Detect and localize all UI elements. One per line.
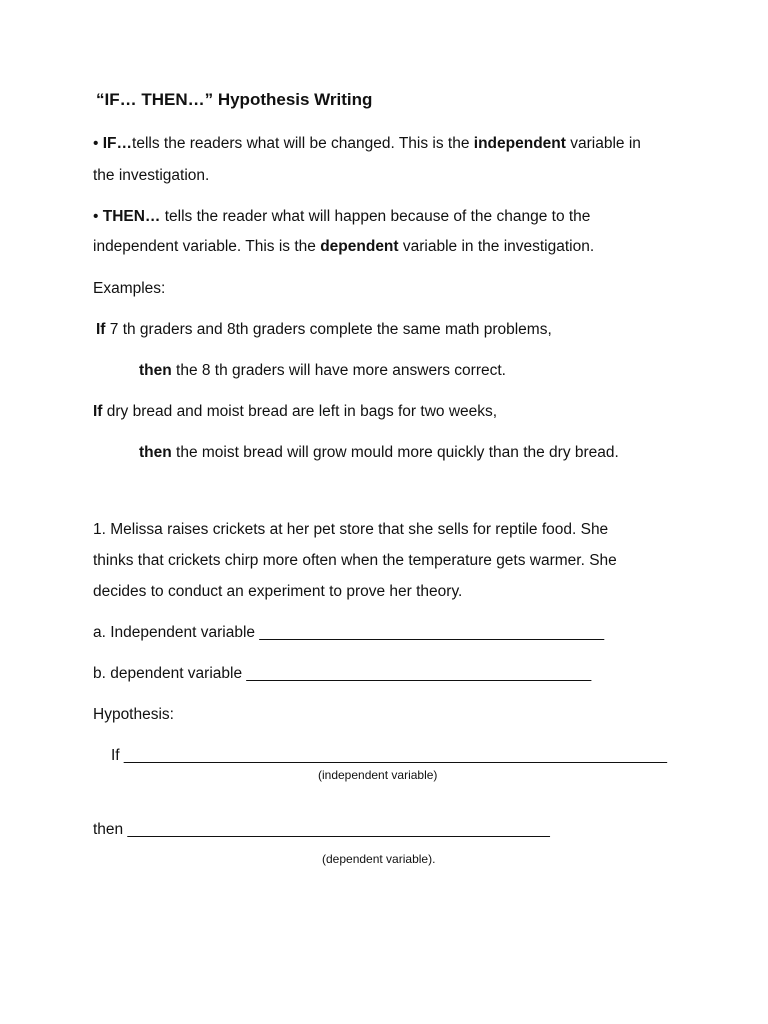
hypothesis-then-blank[interactable]: then _________________________________________________: [93, 821, 550, 838]
bullet: •: [93, 208, 103, 225]
question-line-3: decides to conduct an experiment to prove her theory.: [93, 583, 463, 600]
if-definition-line-2: the investigation.: [93, 167, 210, 184]
example-2-if: If dry bread and moist bread are left in bags for two weeks,: [93, 403, 498, 420]
if-definition-line-1: • IF…tells the readers what will be changed. This is the independent variable in: [93, 135, 641, 152]
examples-label: Examples:: [93, 280, 166, 297]
question-line-1: 1. Melissa raises crickets at her pet store that she sells for reptile food. She: [93, 521, 609, 538]
then-keyword: THEN…: [102, 208, 161, 225]
question-line-2: thinks that crickets chirp more often when the temperature gets warmer. She: [93, 552, 617, 569]
dependent-variable-blank[interactable]: b. dependent variable ________________________________________: [93, 665, 592, 682]
dependent-variable-caption: (dependent variable).: [322, 852, 436, 866]
independent-variable-caption: (independent variable): [318, 768, 438, 782]
then-definition-line-2: independent variable. This is the dependent variable in the investigation.: [93, 238, 595, 255]
then-definition-line-1: • THEN… tells the reader what will happen because of the change to the: [93, 208, 591, 225]
independent-variable-blank[interactable]: a. Independent variable ________________________________________: [93, 624, 605, 641]
hypothesis-label: Hypothesis:: [93, 706, 174, 723]
example-1-if: If 7 th graders and 8th graders complete the same math problems,: [96, 321, 552, 338]
example-1-then: then the 8 th graders will have more answers correct.: [139, 362, 506, 379]
bullet: •: [93, 135, 103, 152]
dependent-keyword: dependent: [320, 238, 399, 255]
if-keyword: IF…: [102, 135, 133, 152]
example-2-then: then the moist bread will grow mould more quickly than the dry bread.: [139, 444, 619, 461]
independent-keyword: independent: [473, 135, 566, 152]
worksheet-title: “IF… THEN…” Hypothesis Writing: [96, 90, 373, 109]
hypothesis-if-blank[interactable]: If _______________________________________________________________: [111, 747, 668, 764]
